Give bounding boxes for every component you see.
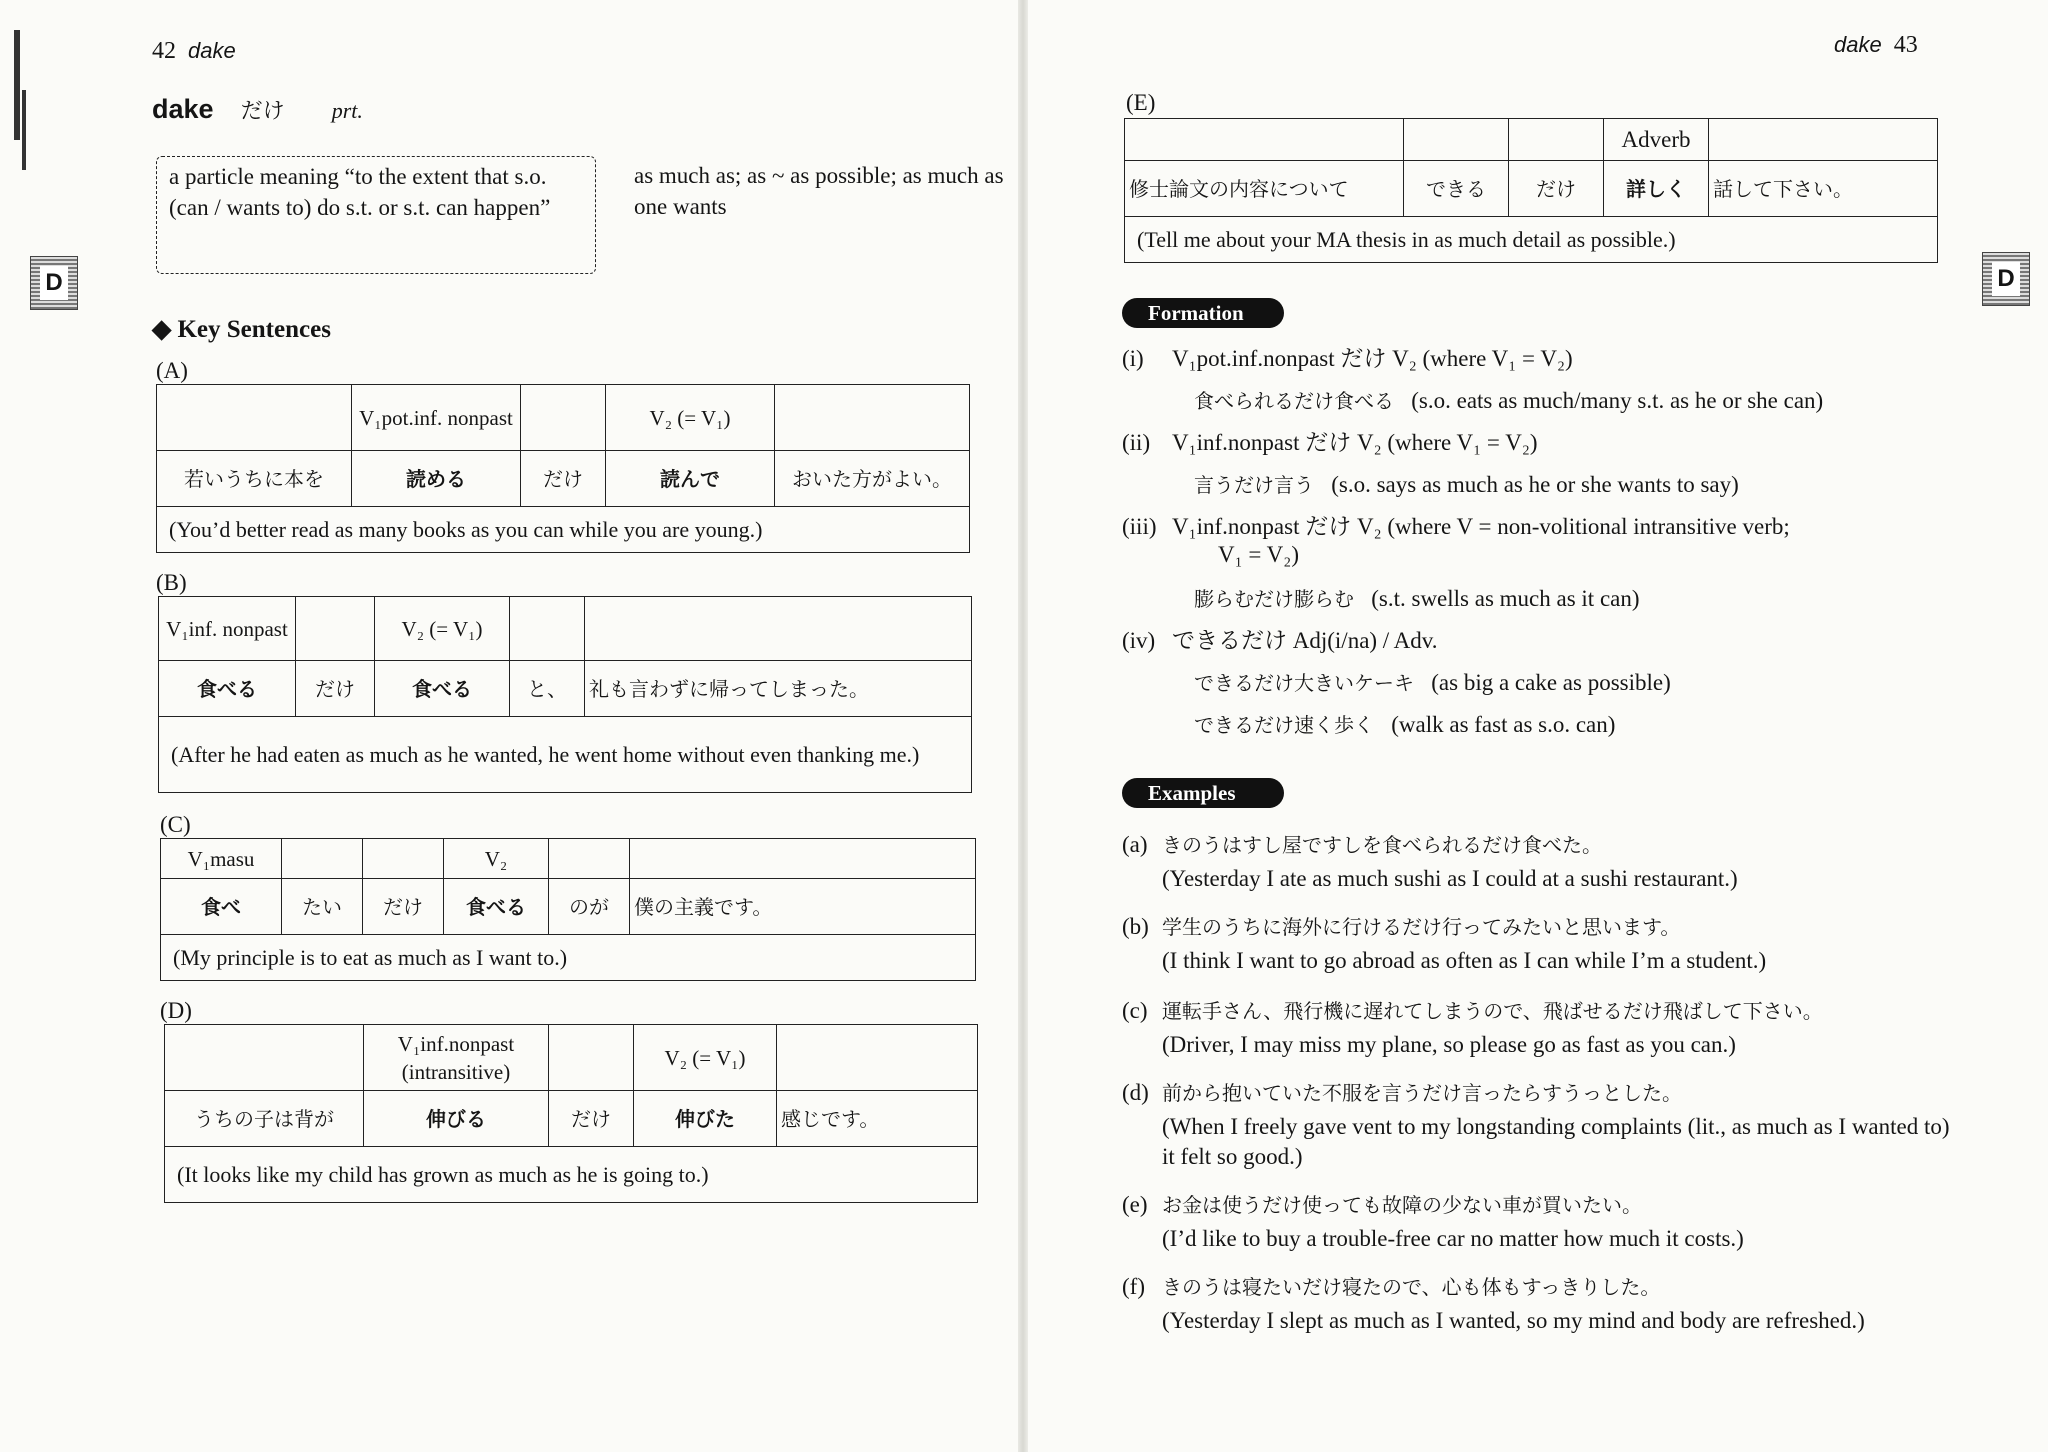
table-head-cell: V₂ [444,839,549,879]
scan-edge-mark [14,30,20,140]
formation-example [1194,386,1823,416]
formation-example [1194,668,1671,698]
table-cell: 伸びた [634,1091,777,1147]
key-sentences-heading: ◆ Key Sentences [152,316,331,343]
table-cell: うちの子は背が [165,1091,364,1147]
example-jp: きのうはすし屋ですしを食べられるだけ食べた。 [1162,833,1602,857]
entry-word: dake [152,94,214,124]
part-of-speech: prt. [331,98,363,123]
table-head-cell: V₁inf. nonpast [159,597,296,661]
formation-example-en: (s.o. says as much as he or she wants to say) [1331,472,1739,497]
key-sentence-table-d [164,1024,978,1203]
table-head-cell: V₁masu [161,839,282,879]
table-cell: だけ [296,661,375,717]
table-head-cell: V₁inf.nonpast (intransitive) [364,1025,549,1091]
table-head-cell [157,385,352,451]
table-head-cell [296,597,375,661]
example-jp: きのうは寝たいだけ寝たので、心も体もすっきりした。 [1162,1275,1661,1299]
section-tab [1982,252,2030,306]
table-cell: 伸びる [364,1091,549,1147]
scan-edge-mark [22,90,26,170]
page-header-right [1822,32,1918,59]
table-head-cell [165,1025,364,1091]
table-cell: 話して下さい。 [1709,161,1938,217]
table-cell: 修士論文の内容について [1125,161,1404,217]
table-head-cell: Adverb [1604,119,1709,161]
example-number: (b) [1122,914,1149,939]
formation-heading: Formation [1122,298,1284,328]
table-head-cell [777,1025,978,1091]
page-number: 42 [152,38,176,64]
formation-example-en: (s.t. swells as much as it can) [1371,586,1640,611]
left-page [0,0,1022,1452]
table-cell: だけ [521,451,606,507]
table-head-cell [630,839,976,879]
table-head-cell: V₂ (= V₁) [606,385,775,451]
example-en: (I think I want to go abroad as often as I can while I’m a student.) [1162,948,1767,973]
table-head-cell [282,839,363,879]
examples-heading: Examples [1122,778,1284,808]
formation-number: (ii) [1122,430,1151,455]
table-cell: 読める [352,451,521,507]
formation-example-jp: 食べられるだけ食べる [1194,389,1394,413]
table-cell: 食べる [159,661,296,717]
key-sentence-label: (D) [160,998,192,1023]
running-head: dake [188,38,236,63]
formation-example [1194,584,1640,614]
section-tab-letter: D [1992,262,2020,296]
formation-example-jp: 言うだけ言う [1194,473,1314,497]
entry-heading [152,94,363,125]
entry-japanese: だけ [240,99,285,124]
table-cell: 礼も言わずに帰ってしまった。 [585,661,972,717]
table-cell: 食べる [375,661,510,717]
formation-pattern: V₁inf.nonpast だけ V₂ (where V₁ = V₂) [1172,430,1538,455]
formation-pattern: できるだけ Adj(i/na) / Adv. [1172,628,1438,653]
key-sentence-label: (E) [1126,90,1156,115]
table-cell: できる [1404,161,1509,217]
definition-box: a particle meaning “to the extent that s.o. (can / wants to) do s.t. or s.t. can happen” [156,156,596,274]
key-sentence-label: (A) [156,358,188,383]
key-sentence-table-e [1124,118,1938,263]
formation-number: (i) [1122,346,1144,371]
example-en: (Driver, I may miss my plane, so please go as fast as you can.) [1162,1032,1736,1057]
example-jp: お金は使うだけ使っても故障の少ない車が買いたい。 [1162,1193,1642,1217]
table-cell: たい [282,879,363,935]
example-jp: 学生のうちに海外に行けるだけ行ってみたいと思います。 [1162,915,1681,939]
formation-example-en: (walk as fast as s.o. can) [1391,712,1616,737]
running-head: dake [1834,32,1882,57]
table-cell: 食べ [161,879,282,935]
table-cell: と、 [510,661,585,717]
formation-example-jp: できるだけ大きいケーキ [1194,671,1414,695]
translation: (It looks like my child has grown as much as he is going to.) [165,1147,978,1203]
translation: (My principle is to eat as much as I want to.) [161,935,976,981]
example-jp: 運転手さん、飛行機に遅れてしまうので、飛ばせるだけ飛ばして下さい。 [1162,999,1823,1023]
table-cell: 詳しく [1604,161,1709,217]
translation: (Tell me about your MA thesis in as much detail as possible.) [1125,217,1938,263]
table-cell: 読んで [606,451,775,507]
table-head-cell [521,385,606,451]
table-cell: 僕の主義です。 [630,879,976,935]
translation: (After he had eaten as much as he wanted, he went home without even thanking me.) [159,717,972,793]
table-head-cell [549,1025,634,1091]
table-cell: おいた方がよい。 [775,451,970,507]
table-head-cell [363,839,444,879]
example-number: (c) [1122,998,1148,1023]
formation-example-jp: できるだけ速く歩く [1194,713,1374,737]
table-cell: 若いうちに本を [157,451,352,507]
table-cell: だけ [1509,161,1604,217]
formation-number: (iv) [1122,628,1156,653]
table-head-cell [585,597,972,661]
table-head-cell [1509,119,1604,161]
table-head-cell: V₂ (= V₁) [375,597,510,661]
example-number: (f) [1122,1274,1145,1299]
example-number: (a) [1122,832,1148,857]
table-cell: 感じです。 [777,1091,978,1147]
formation-example-en: (s.o. eats as much/many s.t. as he or she can) [1411,388,1824,413]
example-number: (d) [1122,1080,1149,1105]
table-head-cell [549,839,630,879]
table-head-cell: V₁pot.inf. nonpast [352,385,521,451]
example-en: (Yesterday I ate as much sushi as I could at a sushi restaurant.) [1162,866,1738,891]
example-en: (Yesterday I slept as much as I wanted, so my mind and body are refreshed.) [1162,1308,1865,1333]
page-header-left [152,38,248,65]
right-page [1022,0,2048,1452]
example-en: (I’d like to buy a trouble-free car no matter how much it costs.) [1162,1226,1744,1251]
translation: (You’d better read as many books as you can while you are young.) [157,507,970,553]
table-head-cell: V₂ (= V₁) [634,1025,777,1091]
formation-pattern: V₁inf.nonpast だけ V₂ (where V = non-volitional intransitive verb; [1172,514,1790,539]
section-tab [30,256,78,310]
example-number: (e) [1122,1192,1148,1217]
table-cell: だけ [549,1091,634,1147]
table-cell: のが [549,879,630,935]
key-sentence-label: (B) [156,570,187,595]
formation-pattern: V₁pot.inf.nonpast だけ V₂ (where V₁ = V₂) [1172,346,1573,371]
table-head-cell [510,597,585,661]
table-cell: だけ [363,879,444,935]
formation-pattern-continued: V₁ = V₂) [1218,542,1299,567]
table-head-cell [1125,119,1404,161]
key-sentence-table-c [160,838,976,981]
section-tab-letter: D [40,266,68,300]
table-head-cell [1404,119,1509,161]
formation-number: (iii) [1122,514,1157,539]
table-head-cell [1709,119,1938,161]
example-en: (When I freely gave vent to my longstanding complaints (lit., as much as I wanted to) it felt so good.) [1162,1114,1950,1169]
page-number: 43 [1893,32,1918,58]
table-head-cell [775,385,970,451]
formation-example-en: (as big a cake as possible) [1431,670,1671,695]
key-sentence-table-b [158,596,972,793]
table-cell: 食べる [444,879,549,935]
formation-example [1194,710,1615,740]
key-sentence-label: (C) [160,812,191,837]
english-equivalents: as much as; as ~ as possible; as much as one wants [634,163,1004,219]
formation-example [1194,470,1739,500]
formation-example-jp: 膨らむだけ膨らむ [1194,587,1354,611]
example-jp: 前から抱いていた不服を言うだけ言ったらすうっとした。 [1162,1081,1682,1105]
key-sentence-table-a [156,384,970,553]
